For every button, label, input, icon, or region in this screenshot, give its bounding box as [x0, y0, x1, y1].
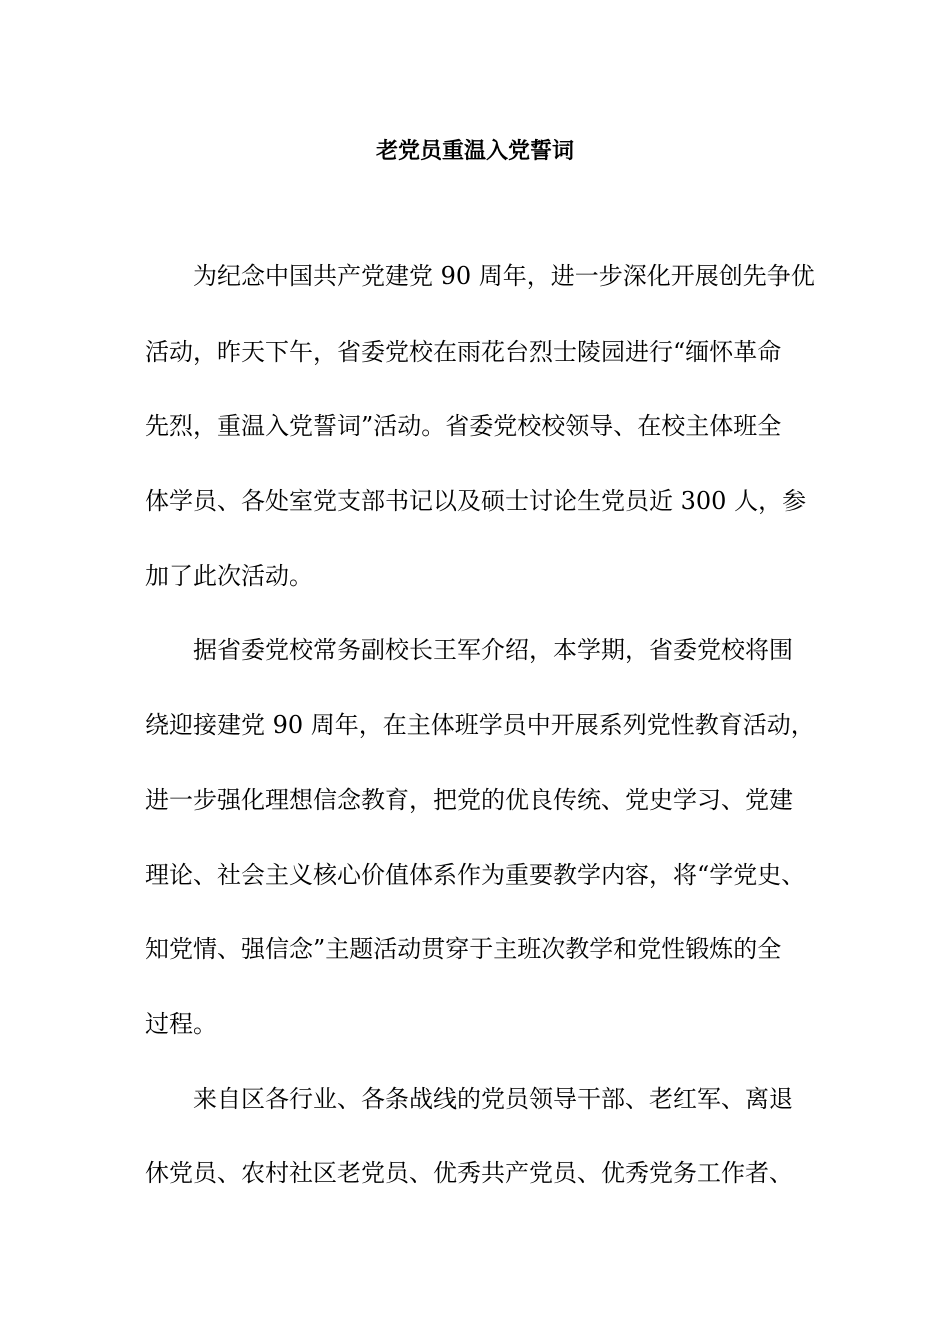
document-title: 老党员重温入党誓词 [375, 138, 574, 164]
text-line: 理论、社会主义核心价值体系作为重要教学内容，将“学党史、 [145, 861, 806, 889]
text-line: 进一步强化理想信念教育，把党的优良传统、党史学习、党建 [145, 786, 793, 814]
text-line: 体学员、各处室党支部书记以及硕士讨论生党员近 300 人，参 [145, 487, 807, 515]
text-line: 绕迎接建党 90 周年，在主体班学员中开展系列党性教育活动， [145, 711, 815, 739]
text-line: 知党情、强信念”主题活动贯穿于主班次教学和党性锻炼的全 [145, 935, 782, 963]
text-line: 过程。 [145, 1010, 217, 1038]
text-line: 为纪念中国共产党建党 90 周年，进一步深化开展创先争优 [193, 262, 815, 290]
text-line: 先烈，重温入党誓词”活动。省委党校校领导、在校主体班全 [145, 412, 782, 440]
text-line: 加了此次活动。 [145, 562, 313, 590]
text-line: 来自区各行业、各条战线的党员领导干部、老红军、离退 [193, 1085, 793, 1113]
text-line: 活动，昨天下午，省委党校在雨花台烈士陵园进行“缅怀革命 [145, 338, 782, 366]
text-line: 据省委党校常务副校长王军介绍，本学期，省委党校将围 [193, 636, 793, 664]
text-line: 休党员、农村社区老党员、优秀共产党员、优秀党务工作者、 [145, 1159, 793, 1187]
